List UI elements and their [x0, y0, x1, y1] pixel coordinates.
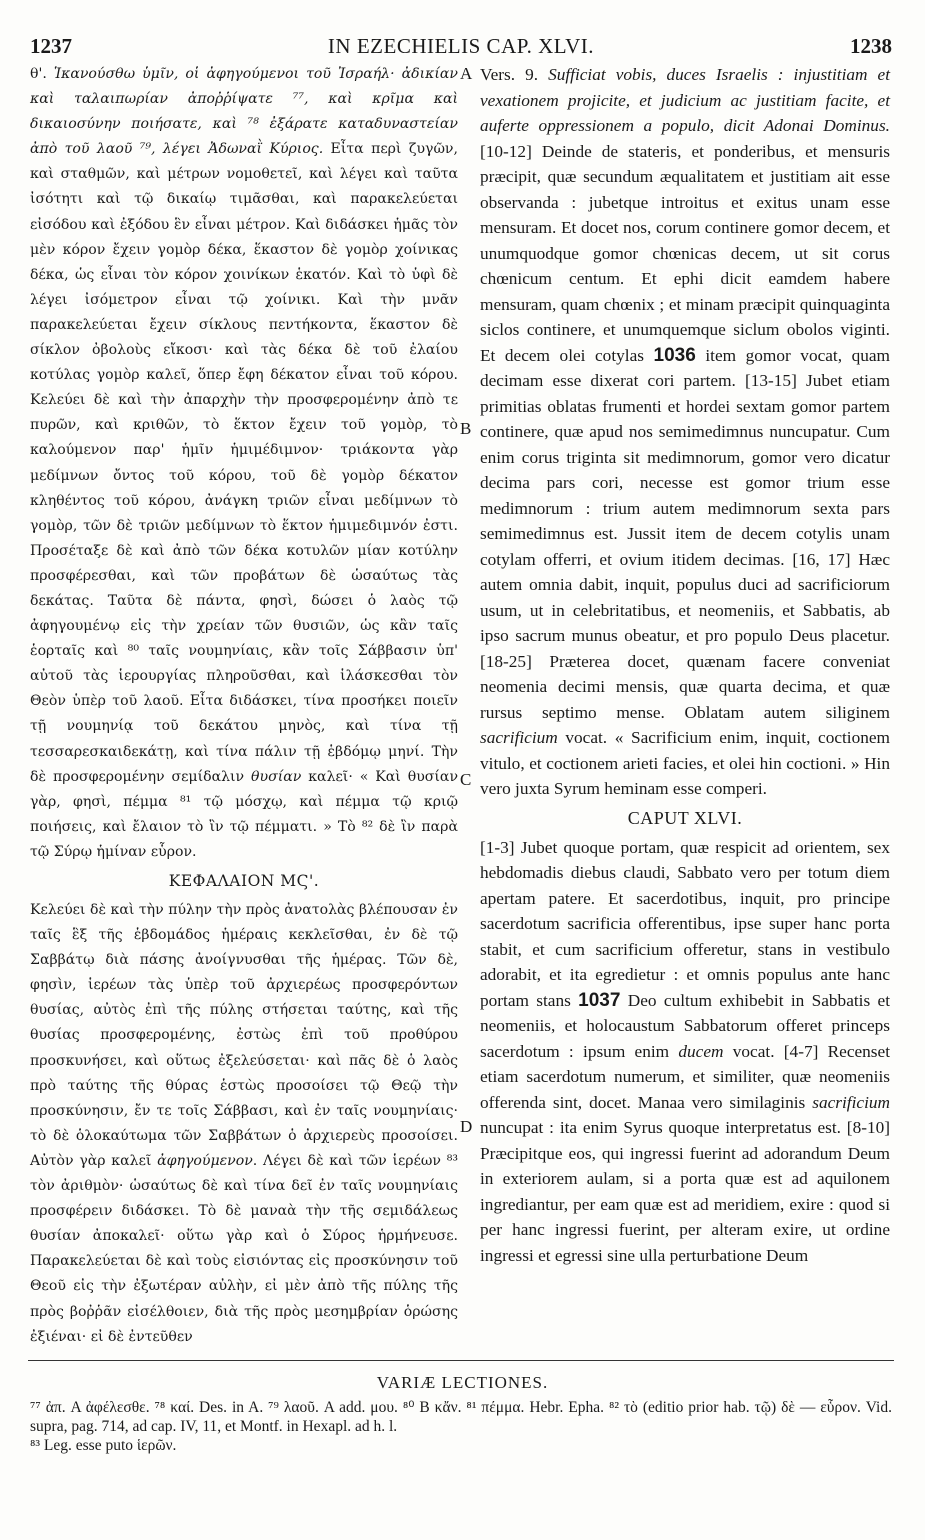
running-title: IN EZECHIELIS CAP. XLVI.: [327, 34, 595, 58]
latin-text: vocat. « Sacrificium enim, inquit, coctionem vitulo, et coctionem arieti facies, et olei hin coctioni. » Hin vero juxta Syrum heminam esse comperi.: [480, 728, 890, 798]
page-number-right: 1238: [850, 34, 892, 58]
variant-note: ⁷⁷ ἀπ. A ἀφέλεσθε. ⁷⁸ καί. Des. in A. ⁷⁹ λαοῦ. A add. μου. ⁸⁰ B κἄν. ⁸¹ πέμμα. Hebr. Epha. ⁸² τὸ (editio prior hab. τῷ) δὲ — εὗρον. Vid. supra, pag. 714, ad cap. IV, 11, et Montf. in Hexapl. ad h. l.: [30, 1399, 892, 1435]
latin-verse-marker: Vers. 9.: [480, 65, 549, 84]
margin-marker-b: B: [460, 419, 472, 438]
column-number: 1037: [578, 989, 621, 1011]
latin-chapter-title: CAPUT XLVI.: [627, 807, 743, 828]
greek-column: [30, 62, 458, 1350]
latin-text: vocat. [4-7] Recenset etiam sacerdotum numerum, et similiter, quæ neomeniis offerenda sint, docet. Manaa vero similaginis: [480, 1041, 891, 1112]
greek-verse-marker: θ'.: [30, 66, 54, 82]
column-number: 1036: [653, 344, 696, 366]
margin-marker-c: C: [460, 770, 472, 789]
variant-note: ⁸³ Leg. esse puto ἱερῶν.: [30, 1437, 177, 1454]
greek-text: . Λέγει δὲ καὶ τῶν ἱερέων ⁸³ τὸν ἀριθμὸν· ὡσαύτως δὲ καὶ τίνα δεῖ ἐν ταῖς νουμηνίαις προσφέρειν διδάσκει. Τὸ δὲ μαναὰ τὴν τῆς σεμιδάλεως θυσίαν ἀποκαλεῖ· οὕτω γὰρ καὶ ὁ Σύρος ἡρμήνευσε. Παρακελεύεται δὲ καὶ τοὺς εἰσιόντας εἰς προσκύνησιν τοῦ Θεοῦ εἰς τὴν ἐξωτέραν αὐλὴν, εἰ μὲν ἀπὸ τῆς πύλης τῆς πρὸς βοῤῥᾶν εἰσέλθοιεν, διὰ τῆς πρὸς μεσημβρίαν ὁρώσης ἐξιέναι· εἰ δὲ ἐντεῦθεν: [30, 1152, 458, 1345]
margin-marker-a: A: [460, 64, 473, 83]
latin-paragraph-1: [480, 62, 890, 802]
latin-verse-quote: Sufficiat vobis, duces Israelis : injustitiam et vexationem projicite, et judicium ac justitiam facite, et auferte oppressionem a populo, dicit Adonai Dominus.: [480, 65, 890, 135]
latin-text: item gomor vocat, quam decimam esse dixerat cori partem. [13-15] Jubet etiam primitias oblatas frumenti et hordei sextam gomor partem continere, quæ apud nos semimedimnus nuncupatur. Cum enim corus triginta sit medimnorum, gomor vero dicatur decima pars cori, necesse est gomor trium esse medimnorum : trium autem medimnorum sexta pars semimedimnus est. Jussit item de decem cotylis unam cotylam offerri, et ovium itidem decimas. [16, 17] Hæc autem omnia dabit, inquit, populus duci ad sacrificiorum usum, ut in celebritatibus, et neomeniis, et Sabbatis, ab ipso sacrum munus obeatur, et pro populo Deus placetur. [18-25] Præterea docet, quænam facere conveniat neomenia decimi mensis, quæ quarta decima, et quæ rursus septimo mense. Oblatam autem siliginem: [480, 345, 890, 722]
greek-term: ἀφηγούμενον: [157, 1152, 253, 1169]
latin-term: sacrificium: [480, 728, 558, 747]
variae-lectiones-notes: [30, 1398, 892, 1455]
greek-paragraph-1: [30, 62, 458, 865]
page-header: [30, 34, 892, 58]
variae-lectiones-title: VARIÆ LECTIONES.: [376, 1373, 549, 1392]
latin-column: [480, 62, 890, 1268]
footnote-divider: [28, 1360, 894, 1361]
greek-paragraph-2: [30, 898, 458, 1350]
greek-term: θυσίαν: [251, 768, 302, 785]
margin-marker-d: D: [460, 1117, 473, 1136]
greek-text: Εἶτα περὶ ζυγῶν, καὶ σταθμῶν, καὶ μέτρων νομοθετεῖ, καὶ λέγει καὶ ταῦτα ἰσότητι καὶ τῷ δικαίῳ τιμᾶσθαι, καὶ παρακελεύεται εἰσόδου καὶ ἐξόδου ἓν εἶναι μέτρον. Καὶ διδάσκει ἡμᾶς τὸν μὲν κόρον ἔχειν γομὸρ δέκα, ἕκαστον δὲ γομὸρ χοίνικας δέκα, ὡς εἶναι τὸν κόρον χοινίκων ἑκατόν. Καὶ τὸ ὑφὶ δὲ λέγει ἰσόμετρον εἶναι τῷ χοίνικι. Καὶ τὴν μνᾶν παρακελεύεται ἔχειν σίκλους πεντήκοντα, ἕκαστον δὲ σίκλον ὀβολοὺς εἴκοσι· καὶ τὰς δέκα δὲ τοῦ ἐλαίου κοτύλας γομὸρ καλεῖ, ὅπερ ἔφη δέκατον εἶναι τοῦ κόρου. Κελεύει δὲ καὶ τὴν ἀπαρχὴν τὴν προσφερομένην ἀπὸ τε πυρῶν, καὶ κριθῶν, τὸ ἕκτον ἔχειν τοῦ γομὸρ, τὸ καλούμενον παρ' ἡμῖν ἡμιμέδιμνον· τριάκοντα γὰρ μεδίμνων ὄντος τοῦ κόρου, τοῦ δὲ γομὸρ δέκατον κληθέντος τοῦ κόρου, ἀνάγκη τριῶν εἶναι μεδίμνων τὸ γομὸρ, τῶν δὲ τριῶν μεδίμνων τὸ ἕκτον ἡμιμεδιμνόν ἐστι. Προσέταξε δὲ καὶ ἀπὸ τῶν δέκα κοτυλῶν μίαν κοτύλην προσφέρεσθαι, καὶ τῶν προβάτων δὲ ὡσαύτως τὰς δεκάτας. Ταῦτα δὲ πάντα, φησὶ, δώσει ὁ λαὸς τῷ ἀφηγουμένῳ εἰς τὴν χρείαν τῶν θυσιῶν, ὡς κἂν ταῖς ἑορταῖς καὶ ⁸⁰ ταῖς νουμηνίαις, κἂν τοῖς Σάββασιν ὑπ' αὐτοῦ τὰς ἱερουργίας πληροῦσθαι, καὶ ἱλάσκεσθαι τὸν Θεὸν ὑπὲρ τοῦ λαοῦ. Εἶτα διδάσκει, τίνα προσήκει ποιεῖν τῇ νουμηνίᾳ τοῦ δεκάτου μηνὸς, καὶ τίνα τῇ τεσσαρεσκαιδεκάτῃ, καὶ τίνα πάλιν τῇ ἑβδόμῳ μηνί. Τὴν δὲ προσφερομένην σεμίδαλιν: [30, 141, 458, 785]
greek-chapter-title: ΚΕΦΑΛΑΙΟΝ ΜϚ'.: [168, 872, 320, 890]
latin-term: sacrificium: [812, 1092, 890, 1112]
page-number-left: 1237: [30, 34, 72, 58]
latin-term: ducem: [678, 1041, 724, 1061]
latin-text: [1-3] Jubet quoque portam, quæ respicit ad orientem, sex hebdomadis diebus claudi, Sabbato vero per totum diem apertam patere. Et sacerdotibus, inquit, pro principe sacerdotum sacrificia offerentibus, ipse super hanc porta stabit, et cum sacrificium offeretur, stans in vestibulo adorabit, et ita egredietur : et omnis populus ante hanc portam stans: [480, 837, 890, 1010]
latin-text: Deo cultum exhibebit in Sabbatis et neomeniis, et holocaustum Sabbatorum offeret princeps sacerdotum : ipsum enim: [480, 990, 890, 1061]
latin-paragraph-2: [480, 835, 890, 1269]
latin-text: nuncupat : ita enim Syrus quoque interpretatus est. [8-10] Præcipitque eos, qui ingressi fuerint ad adorandum Deum in exteriorem aulam, si a porta quæ est ad aquilonem ingrediantur, per eam quæ est ad meridiem, exire : quod si per hanc ingressi fuerint, per alteram exire, ut ordine ingressi et egressi sine ulla perturbatione Deum: [480, 1118, 890, 1265]
latin-text: [10-12] Deinde de stateris, et ponderibus, et mensuris præcipit, quæ secundum æqualitatem et justitiam ait esse observanda : jubetque introitus et exitus unam esse mensuram. Et docet nos, corum continere gomor decem, et unumquodque gomor chœnicas decem, ut sit corus chœnicum centum. Et ephi dicit eamdem habere mensuram, quam chœnix ; et minam præcipit quinquaginta siclos continere, et unumquemque siclum obolos viginti. Et decem olei cotylas: [480, 141, 890, 365]
greek-text: Κελεύει δὲ καὶ τὴν πύλην τὴν πρὸς ἀνατολὰς βλέπουσαν ἐν ταῖς ἓξ τῆς ἑβδομάδος ἡμέραις κεκλεῖσθαι, ἐν δὲ τῷ Σαββάτῳ διὰ πάσης ἀνοίγνυσθαι τῆς ἡμέρας. Τῶν δὲ, φησὶν, ἱερέων τὰς ὑπὲρ τοῦ ἀρχιερέως προσφερόντων θυσίας, αὐτὸς ἐπὶ τῆς πύλης στήσεται ταύτης, καὶ τῆς θυσίας προσφερομένης, ἐστὼς ἐπὶ τοῦ προθύρου προσκυνήσει, καὶ οὕτως ἐξελεύσεται· καὶ πᾶς δὲ ὁ λαὸς πρὸ ταύτης τῆς θύρας ἑστὼς προσοίσει τῷ Θεῷ τὴν προσκύνησιν, ἔν τε τοῖς Σάββασι, καὶ ἐν ταῖς νουμηνίαις· τὸ δὲ ὁλοκαύτωμα τῶν Σαββάτων ὁ ἀρχιερεὺς προσοίσει. Αὐτὸν γὰρ καλεῖ: [30, 902, 458, 1169]
greek-text: καλεῖ· « Καὶ θυσίαν γὰρ, φησὶ, πέμμα ⁸¹ τῷ μόσχῳ, καὶ πέμμα τῷ κριῷ ποιήσεις, καὶ ἔλαιον τὸ ἲν τῷ πέμματι. » Τὸ ⁸² δὲ ἲν παρὰ τῷ Σύρῳ ἡμίναν εὗρον.: [30, 768, 459, 860]
greek-verse-quote: Ἱκανούσθω ὑμῖν, οἱ ἀφηγούμενοι τοῦ Ἰσραήλ· ἀδικίαν καὶ ταλαιπωρίαν ἀποῤῥίψατε ⁷⁷, καὶ κρῖμα καὶ δικαιοσύνην ποιήσατε, καὶ ⁷⁸ ἐξάρατε καταδυναστείαν ἀπὸ τοῦ λαοῦ ⁷⁹, λέγει Ἀδωναῒ Κύριος.: [30, 66, 458, 158]
